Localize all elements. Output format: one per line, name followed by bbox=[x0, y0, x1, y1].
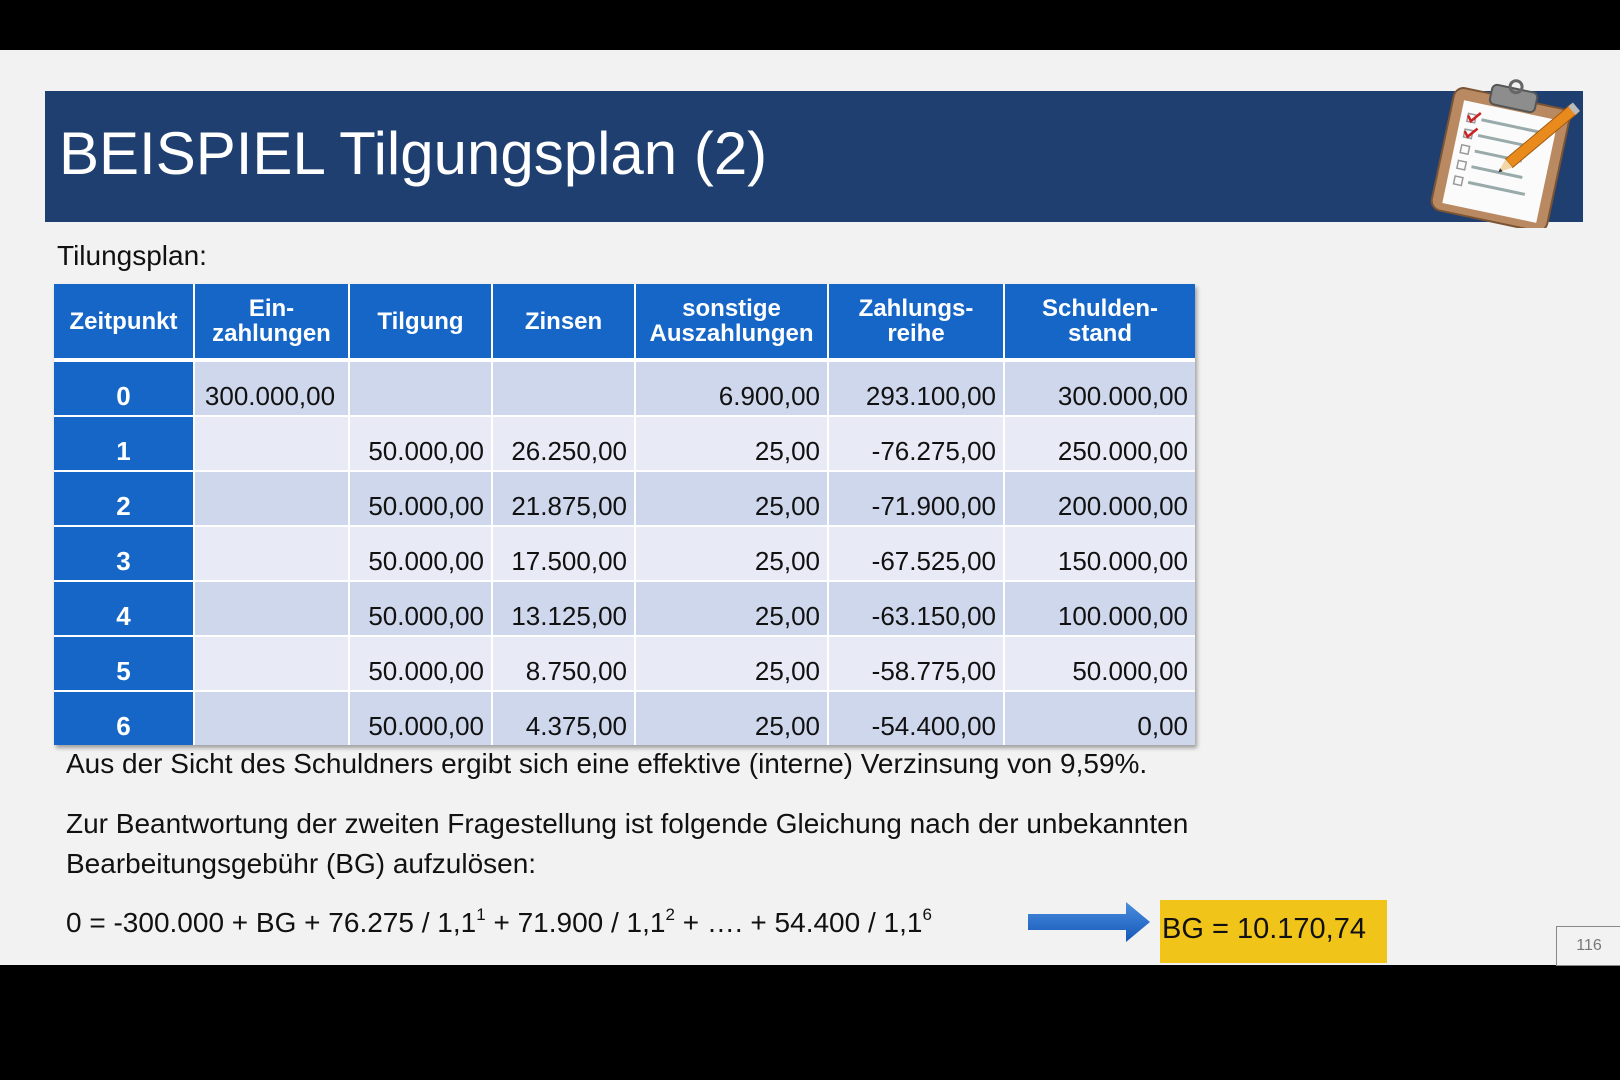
row-timepoint-cell: 4 bbox=[54, 581, 194, 636]
table-cell: -58.775,00 bbox=[828, 636, 1004, 691]
title-bar bbox=[45, 91, 1583, 222]
column-header: Ein- zahlungen bbox=[194, 284, 349, 360]
table-row bbox=[54, 416, 1195, 471]
table-cell: 50.000,00 bbox=[349, 581, 492, 636]
table-row bbox=[54, 636, 1195, 691]
column-header: Zinsen bbox=[492, 284, 635, 360]
table-cell bbox=[194, 526, 349, 581]
table-cell: 50.000,00 bbox=[1004, 636, 1195, 691]
table-cell: 300.000,00 bbox=[194, 360, 349, 416]
effective-rate-text: Aus der Sicht des Schuldners ergibt sich eine effektive (interne) Verzinsung von 9,59%. bbox=[66, 748, 1148, 779]
table-row bbox=[54, 360, 1195, 416]
table-cell: -76.275,00 bbox=[828, 416, 1004, 471]
table-cell: 25,00 bbox=[635, 526, 828, 581]
equation bbox=[66, 903, 932, 943]
clipboard-checklist-icon bbox=[1420, 78, 1590, 228]
table-cell: -67.525,00 bbox=[828, 526, 1004, 581]
page-number: 116 bbox=[1556, 926, 1620, 966]
table-body bbox=[54, 360, 1195, 745]
table-cell: 26.250,00 bbox=[492, 416, 635, 471]
table-cell: 293.100,00 bbox=[828, 360, 1004, 416]
table-row bbox=[54, 526, 1195, 581]
equation-part-1: 0 = -300.000 + BG + 76.275 / 1,1 bbox=[66, 907, 477, 938]
table-header-row bbox=[54, 284, 1195, 360]
table-cell bbox=[194, 581, 349, 636]
table-cell: 50.000,00 bbox=[349, 636, 492, 691]
table-cell bbox=[194, 691, 349, 745]
equation-exponent-3: 6 bbox=[922, 905, 932, 924]
table-cell: 6.900,00 bbox=[635, 360, 828, 416]
table-cell: 25,00 bbox=[635, 636, 828, 691]
table-cell: -63.150,00 bbox=[828, 581, 1004, 636]
row-timepoint-cell: 0 bbox=[54, 360, 194, 416]
table-cell: 13.125,00 bbox=[492, 581, 635, 636]
row-timepoint-cell: 2 bbox=[54, 471, 194, 526]
row-timepoint-cell: 1 bbox=[54, 416, 194, 471]
question-text-line-2: Bearbeitungsgebühr (BG) aufzulösen: bbox=[66, 848, 537, 879]
table-cell: 8.750,00 bbox=[492, 636, 635, 691]
column-header: Zahlungs- reihe bbox=[828, 284, 1004, 360]
table-cell bbox=[194, 416, 349, 471]
table-cell: 50.000,00 bbox=[349, 526, 492, 581]
table-cell bbox=[349, 360, 492, 416]
equation-part-3: + …. + 54.400 / 1,1 bbox=[674, 907, 923, 938]
table-cell: 300.000,00 bbox=[1004, 360, 1195, 416]
slide bbox=[0, 50, 1620, 965]
table-cell: -71.900,00 bbox=[828, 471, 1004, 526]
table-cell: -54.400,00 bbox=[828, 691, 1004, 745]
amortization-table bbox=[54, 284, 1195, 745]
table-cell: 250.000,00 bbox=[1004, 416, 1195, 471]
row-timepoint-cell: 6 bbox=[54, 691, 194, 745]
table-cell: 4.375,00 bbox=[492, 691, 635, 745]
table-cell: 100.000,00 bbox=[1004, 581, 1195, 636]
table-cell: 50.000,00 bbox=[349, 691, 492, 745]
table-cell: 50.000,00 bbox=[349, 471, 492, 526]
column-header: Zeitpunkt bbox=[54, 284, 194, 360]
table-cell: 150.000,00 bbox=[1004, 526, 1195, 581]
table-cell: 17.500,00 bbox=[492, 526, 635, 581]
right-arrow-icon bbox=[1028, 902, 1150, 942]
row-timepoint-cell: 5 bbox=[54, 636, 194, 691]
table-cell: 25,00 bbox=[635, 416, 828, 471]
table-cell bbox=[194, 636, 349, 691]
table-row bbox=[54, 581, 1195, 636]
table-cell: 25,00 bbox=[635, 691, 828, 745]
column-header: Schulden- stand bbox=[1004, 284, 1195, 360]
table-row bbox=[54, 471, 1195, 526]
table-cell: 25,00 bbox=[635, 471, 828, 526]
slide-title: BEISPIEL Tilgungsplan (2) bbox=[59, 120, 768, 187]
table-cell bbox=[492, 360, 635, 416]
table-row bbox=[54, 691, 1195, 745]
table-caption: Tilungsplan: bbox=[57, 240, 207, 271]
row-timepoint-cell: 3 bbox=[54, 526, 194, 581]
table-cell: 200.000,00 bbox=[1004, 471, 1195, 526]
table-cell: 0,00 bbox=[1004, 691, 1195, 745]
result-box: BG = 10.170,74 bbox=[1160, 900, 1387, 963]
column-header: sonstige Auszahlungen bbox=[635, 284, 828, 360]
table-cell bbox=[194, 471, 349, 526]
table-cell: 50.000,00 bbox=[349, 416, 492, 471]
question-text bbox=[66, 804, 1188, 884]
table-cell: 25,00 bbox=[635, 581, 828, 636]
column-header: Tilgung bbox=[349, 284, 492, 360]
equation-exponent-1: 1 bbox=[476, 905, 486, 924]
equation-part-2: + 71.900 / 1,1 bbox=[485, 907, 666, 938]
table-cell: 21.875,00 bbox=[492, 471, 635, 526]
question-text-line-1: Zur Beantwortung der zweiten Fragestellung ist folgende Gleichung nach der unbekannten bbox=[66, 808, 1189, 839]
equation-exponent-2: 2 bbox=[665, 905, 675, 924]
